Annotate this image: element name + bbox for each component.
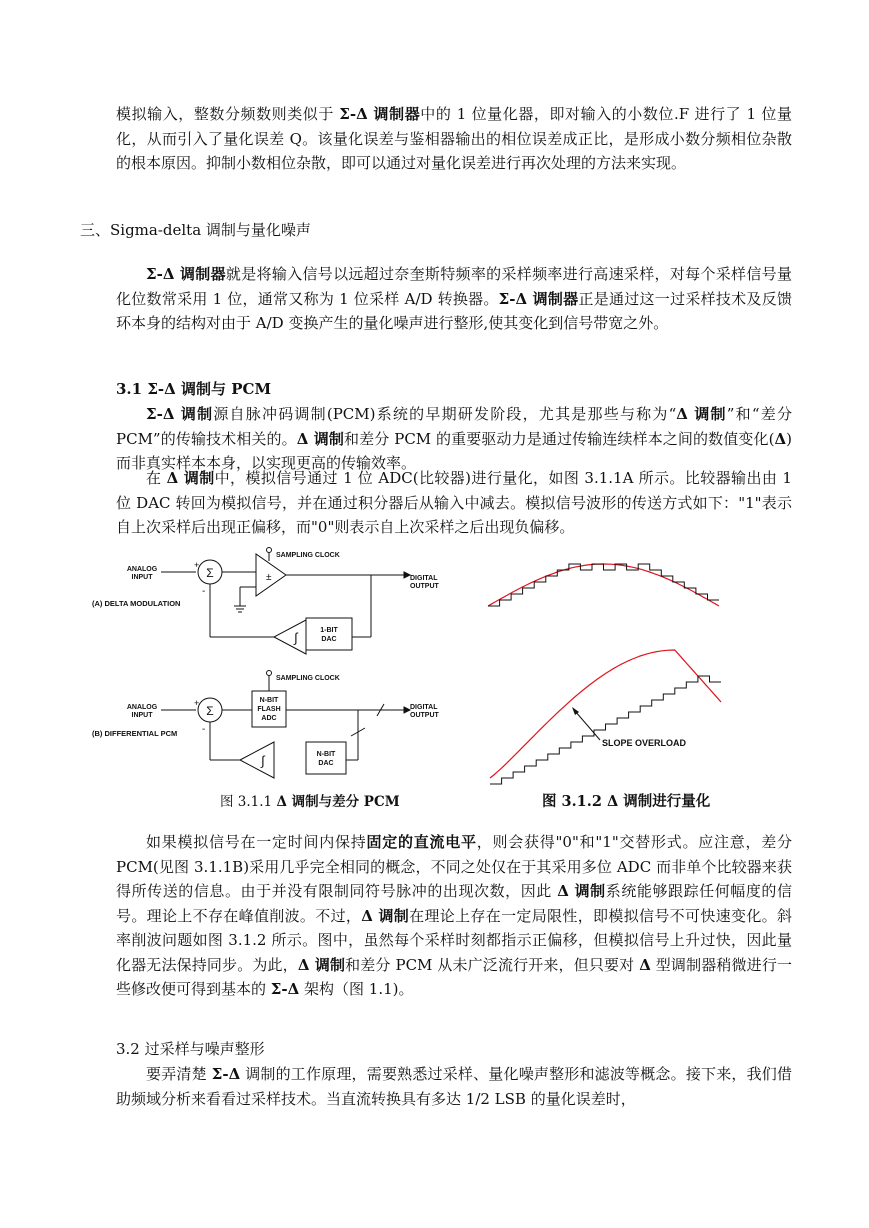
n-bit-dac-label: N-BIT — [316, 751, 336, 758]
delta-mod-paragraph — [116, 466, 792, 540]
text-run: 中的 1 位量化器，即对输入的小数位.F 进行了 1 位量化，从而引入了量化误差 Q。该量化误差与鉴相器输出的相位误差成正比，是形成小数分频相位杂散的根本原因。抑制小数相位杂散，即可以通过对量化误差进行再次处理的方法来实现。 — [116, 105, 792, 172]
figure-3-1-2-waveforms — [480, 546, 730, 786]
bold-term: Σ-Δ 调制 — [146, 405, 214, 423]
summer-symbol: Σ — [206, 704, 214, 718]
sampling-clock-label: SAMPLING CLOCK — [276, 675, 340, 682]
text-run: 如果模拟信号在一定时间内保持 — [146, 833, 367, 851]
bold-term: Δ 调制 — [296, 429, 344, 448]
bold-term: Σ-Δ — [270, 980, 300, 998]
text-run: 在理论上存在一定局限性，即模拟信号不可快速变化。斜率削波问题如图 3.1.2 所示。图中，虽然每个采样时刻都指示正偏移，但模拟信号上升过快，因此量化器无法保持同步。为此， — [116, 906, 792, 974]
caption-text: 图 3.1.1 — [220, 794, 277, 810]
oversampling-paragraph — [116, 1062, 792, 1111]
section-heading: 三、Sigma-delta 调制与量化噪声 — [80, 221, 311, 239]
bold-term: Δ 调制 — [166, 469, 215, 487]
text-run: 中，模拟信号通过 1 位 ADC(比较器)进行量化，如图 3.1.1A 所示。比较器输出由 1 位 DAC 转回为模拟信号，并在通过积分器后从输入中减去。模拟信号波形的传送方式如下："1"表示自上次采样后出现正偏移，而"0"则表示自上次采样之后出现负偏移。 — [116, 469, 792, 536]
one-bit-dac-label: DAC — [321, 636, 337, 643]
bold-term: Δ 调制 — [361, 906, 410, 925]
slope-overload-label: SLOPE OVERLOAD — [602, 738, 687, 748]
bold-term: Σ-Δ 调制器 — [498, 289, 579, 308]
digital-output-label: OUTPUT — [410, 712, 439, 719]
analog-input-label: ANALOG — [126, 566, 158, 573]
bold-term: Δ 调制 — [557, 882, 606, 900]
integrator-symbol: ∫ — [261, 753, 265, 768]
text-run: 正是通过这一过采样技术及反馈环本身的结构对由于 A/D 变换产生的量化噪声进行整形,使其变化到信号带宽之外。 — [116, 289, 792, 332]
plus-sign: + — [194, 560, 200, 570]
figure-3-1-1-diagram — [86, 546, 456, 786]
text-run: 系统能够跟踪任何幅度的信号。理论上不存在峰值削波。不过， — [116, 882, 792, 925]
delta-staircase — [488, 564, 719, 606]
text-run: 架构（图 1.1)。 — [299, 980, 414, 998]
subsection-heading-3-2: 3.2 过采样与噪声整形 — [116, 1040, 265, 1058]
text-run: 和差分 PCM 从未广泛流行开来，但只要对 — [345, 955, 640, 974]
bold-term: Δ — [639, 955, 651, 974]
delta-modulation-label: (A) DELTA MODULATION — [92, 599, 181, 608]
sampling-clock-label: SAMPLING CLOCK — [276, 552, 340, 559]
bold-term: Δ 调制 — [676, 405, 727, 423]
bold-term: Δ 调制 — [297, 955, 346, 974]
bold-term: 固定的直流电平 — [366, 833, 477, 851]
bold-term: Σ-Δ 调制器 — [146, 265, 226, 283]
intro-paragraph — [116, 102, 792, 176]
slope-overload-paragraph — [116, 830, 792, 1002]
n-bit-adc-label: N-BIT — [259, 697, 279, 704]
subsection-heading-3-1: 3.1 Σ-Δ 调制与 PCM — [116, 380, 272, 398]
sigma-delta-paragraph — [116, 262, 792, 336]
digital-output-label: DIGITAL — [410, 704, 438, 711]
plus-sign: + — [194, 698, 200, 708]
pcm-paragraph — [116, 402, 792, 476]
slope-overload-staircase — [490, 676, 721, 784]
figure-3-1-1-caption — [220, 790, 400, 810]
analog-signal-curve — [490, 650, 721, 778]
digital-output-label: DIGITAL — [410, 575, 438, 582]
minus-sign: - — [202, 586, 206, 597]
text-run: ，则会获得"0"和"1"交替形式。应注意，差分 PCM(见图 3.1.1B)采用几乎完全相同的概念，不同之处仅在于其采用多位 ADC 而非单个比较器来获得所传送的信息。由于并没有限制同符号脉冲的出现次数，因此 — [116, 833, 792, 900]
comparator-sign: ± — [266, 572, 272, 583]
analog-input-label: INPUT — [131, 712, 153, 719]
integrator-symbol: ∫ — [294, 630, 298, 645]
text-run: 模拟输入，整数分频数则类似于 — [116, 105, 340, 123]
text-run: 源自脉冲码调制(PCM)系统的早期研发阶段，尤其是那些与称为“ — [213, 405, 677, 423]
bold-term: Σ-Δ — [211, 1065, 241, 1083]
bold-term: Σ-Δ 调制器 — [339, 105, 421, 123]
n-bit-adc-label: FLASH — [257, 706, 281, 713]
bold-term: Δ — [774, 429, 787, 448]
n-bit-dac-label: DAC — [318, 760, 334, 767]
text-run: 和差分 PCM 的重要驱动力是通过传输连续样本之间的数值变化( — [344, 429, 775, 448]
analog-input-label: ANALOG — [126, 704, 158, 711]
minus-sign: - — [202, 724, 206, 735]
text-run: 型调制器稍微进行一些修改便可得到基本的 — [116, 955, 792, 998]
analog-input-label: INPUT — [131, 574, 153, 581]
text-run: )而非真实样本本身，以实现更高的传输效率。 — [116, 429, 792, 472]
differential-pcm-label: (B) DIFFERENTIAL PCM — [92, 729, 178, 738]
text-run: 就是将输入信号以远超过奈奎斯特频率的采样频率进行高速采样，对每个采样信号量化位数常采用 1 位，通常又称为 1 位采样 A/D 转换器。 — [116, 265, 792, 308]
one-bit-dac-label: 1-BIT — [320, 627, 338, 634]
text-run: 调制的工作原理，需要熟悉过采样、量化噪声整形和滤波等概念。接下来，我们借助频域分析来看看过采样技术。当直流转换具有多达 1/2 LSB 的量化误差时， — [116, 1065, 792, 1108]
figure-3-1-2-caption: 图 3.1.2 Δ 调制进行量化 — [542, 793, 711, 810]
digital-output-label: OUTPUT — [410, 583, 439, 590]
summer-symbol: Σ — [206, 566, 214, 580]
text-run: 要弄清楚 — [146, 1065, 212, 1083]
n-bit-adc-label: ADC — [261, 715, 277, 722]
caption-bold-text: Δ 调制与差分 PCM — [276, 794, 400, 810]
text-run: 在 — [146, 469, 167, 487]
text-run: ”和“差分 PCM”的传输技术相关的。 — [116, 405, 792, 448]
